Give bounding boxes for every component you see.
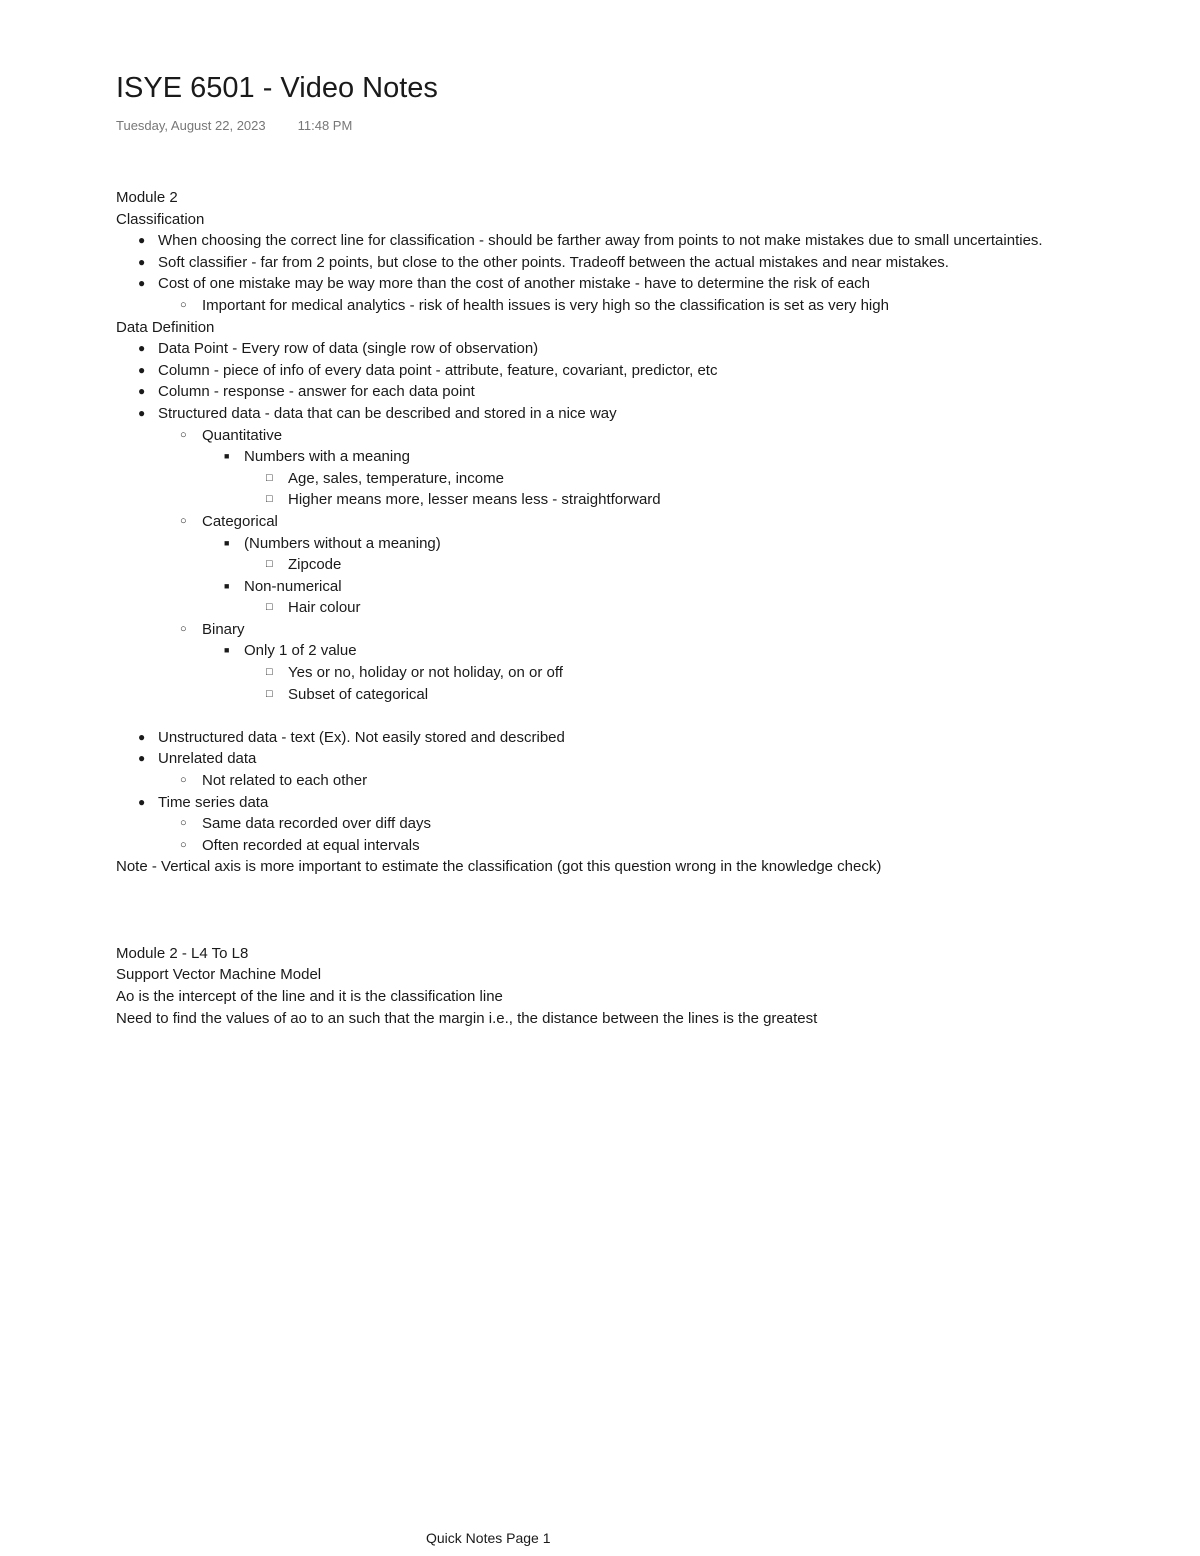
list-item-text: Often recorded at equal intervals <box>202 836 420 854</box>
list-item <box>116 381 1186 403</box>
module-heading: Module 2 <box>116 189 178 206</box>
list-item-text: Unstructured data - text (Ex). Not easily stored and described <box>158 728 565 746</box>
hollow-square-bullet-icon: □ <box>266 601 273 614</box>
hollow-square-bullet-icon: □ <box>266 666 273 679</box>
list-item-text: Subset of categorical <box>288 685 429 703</box>
filled-circle-bullet-icon: ● <box>138 751 146 766</box>
list-item-text: Hair colour <box>288 599 361 617</box>
list-item-text: Not related to each other <box>202 772 368 790</box>
filled-circle-bullet-icon: ● <box>138 341 146 356</box>
module-heading: Module 2 - L4 To L8 <box>116 944 249 962</box>
section-heading: Support Vector Machine Model <box>116 966 322 984</box>
hollow-circle-bullet-icon: ○ <box>180 774 187 787</box>
list-item-text: Quantitative <box>202 426 283 444</box>
blank-line <box>116 705 1186 727</box>
hollow-circle-bullet-icon: ○ <box>180 817 187 830</box>
list-item <box>116 468 1186 490</box>
list-item <box>116 360 1186 382</box>
note-line <box>116 317 1186 339</box>
section-heading: Classification <box>116 210 205 228</box>
note-text: Note - Vertical axis is more important to estimate the classification (got this question wrong in the knowledge check) <box>116 858 882 876</box>
list-item-text: Categorical <box>202 512 278 530</box>
list-item-text: Age, sales, temperature, income <box>288 469 504 487</box>
hollow-square-bullet-icon: □ <box>266 493 273 506</box>
list-item <box>116 770 1186 792</box>
list-item <box>116 684 1186 706</box>
filled-circle-bullet-icon: ● <box>138 276 146 291</box>
list-item-text: Same data recorded over diff days <box>202 815 432 833</box>
list-item <box>116 533 1186 555</box>
filled-circle-bullet-icon: ● <box>138 254 146 269</box>
list-item <box>116 576 1186 598</box>
list-item <box>116 813 1186 835</box>
list-item-text: Numbers with a meaning <box>244 448 410 466</box>
list-item-text: Zipcode <box>288 556 342 574</box>
note-line <box>116 964 1186 986</box>
list-item <box>116 597 1186 619</box>
list-item <box>116 489 1186 511</box>
list-item <box>116 425 1186 447</box>
filled-square-bullet-icon: ■ <box>224 537 230 548</box>
list-item <box>116 273 1186 295</box>
list-item <box>116 338 1186 360</box>
note-line <box>116 943 1186 965</box>
list-item <box>116 446 1186 468</box>
filled-circle-bullet-icon: ● <box>138 233 146 248</box>
page-footer: Quick Notes Page 1 <box>426 1530 551 1546</box>
filled-square-bullet-icon: ■ <box>224 645 230 656</box>
list-item-text: Column - piece of info of every data point - attribute, feature, covariant, predictor, etc <box>158 361 718 379</box>
list-item-text: When choosing the correct line for classification - should be farther away from points to not make mistakes due to small uncertainties. <box>158 232 1043 250</box>
list-item <box>116 403 1186 425</box>
hollow-circle-bullet-icon: ○ <box>180 622 187 635</box>
list-item-text: Column - response - answer for each data point <box>158 383 475 401</box>
list-item <box>116 835 1186 857</box>
page-title: ISYE 6501 - Video Notes <box>116 72 438 104</box>
note-line <box>116 209 1186 231</box>
list-item-text: Unrelated data <box>158 750 257 768</box>
note-content <box>116 187 1186 1029</box>
hollow-square-bullet-icon: □ <box>266 471 273 484</box>
filled-circle-bullet-icon: ● <box>138 405 146 420</box>
list-item-text: Cost of one mistake may be way more than the cost of another mistake - have to determine the risk of each <box>158 275 871 293</box>
note-text: Ao is the intercept of the line and it is the classification line <box>116 987 503 1005</box>
blank-line <box>116 878 1186 943</box>
list-item <box>116 662 1186 684</box>
note-line <box>116 986 1186 1008</box>
filled-circle-bullet-icon: ● <box>138 729 146 744</box>
note-text: Need to find the values of ao to an such that the margin i.e., the distance between the lines is the greatest <box>116 1009 818 1027</box>
section-heading: Data Definition <box>116 318 215 336</box>
list-item <box>116 792 1186 814</box>
list-item <box>116 230 1186 252</box>
hollow-circle-bullet-icon: ○ <box>180 838 187 851</box>
list-item-text: Non-numerical <box>244 577 342 595</box>
list-item-text: Binary <box>202 620 245 638</box>
filled-square-bullet-icon: ■ <box>224 451 230 462</box>
filled-circle-bullet-icon: ● <box>138 384 146 399</box>
list-item-text: Soft classifier - far from 2 points, but close to the other points. Tradeoff between the actual mistakes and near mistakes. <box>158 253 949 271</box>
note-line <box>116 1008 1186 1030</box>
list-item-text: Structured data - data that can be described and stored in a nice way <box>158 404 617 422</box>
list-item-text: Yes or no, holiday or not holiday, on or off <box>288 664 563 682</box>
hollow-circle-bullet-icon: ○ <box>180 298 187 311</box>
list-item <box>116 252 1186 274</box>
hollow-square-bullet-icon: □ <box>266 558 273 571</box>
list-item-text: Time series data <box>158 793 269 811</box>
page-meta <box>116 118 352 133</box>
hollow-square-bullet-icon: □ <box>266 687 273 700</box>
list-item-text: Important for medical analytics - risk of health issues is very high so the classification is set as very high <box>202 296 889 314</box>
list-item <box>116 640 1186 662</box>
filled-circle-bullet-icon: ● <box>138 362 146 377</box>
list-item-text: Higher means more, lesser means less - straightforward <box>288 491 661 509</box>
note-line <box>116 187 1186 209</box>
filled-square-bullet-icon: ■ <box>224 580 230 591</box>
note-line <box>116 856 1186 878</box>
list-item-text: Data Point - Every row of data (single row of observation) <box>158 340 539 358</box>
list-item-text: (Numbers without a meaning) <box>244 534 441 552</box>
filled-circle-bullet-icon: ● <box>138 794 146 809</box>
list-item <box>116 619 1186 641</box>
page-time: 11:48 PM <box>297 118 353 133</box>
hollow-circle-bullet-icon: ○ <box>180 428 187 441</box>
page-date: Tuesday, August 22, 2023 <box>116 118 266 133</box>
list-item <box>116 727 1186 749</box>
list-item <box>116 554 1186 576</box>
list-item-text: Only 1 of 2 value <box>244 642 357 660</box>
list-item <box>116 295 1186 317</box>
list-item <box>116 748 1186 770</box>
hollow-circle-bullet-icon: ○ <box>180 514 187 527</box>
list-item <box>116 511 1186 533</box>
